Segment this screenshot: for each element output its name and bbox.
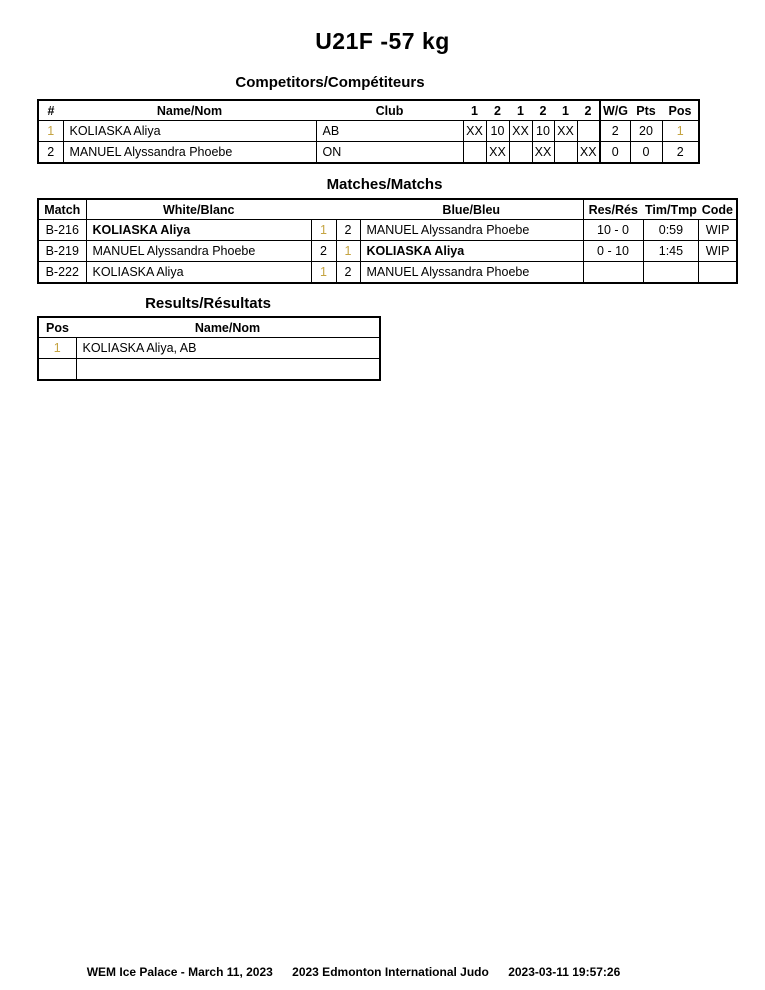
footer-timestamp: 2023-03-11 19:57:26 <box>508 965 621 979</box>
result-row <box>38 359 380 381</box>
match-time <box>643 262 699 284</box>
white-competitor-name: KOLIASKA Aliya <box>86 220 311 241</box>
match-code <box>699 262 737 284</box>
page-footer <box>0 965 765 979</box>
result-name <box>76 359 380 381</box>
match-result: 0 - 10 <box>583 241 643 262</box>
score-cell: 10 <box>532 121 554 142</box>
competitor-wins: 0 <box>600 142 630 164</box>
blue-competitor-num: 2 <box>336 220 360 241</box>
results-heading: Results/Résultats <box>145 295 271 312</box>
competitor-points: 0 <box>630 142 662 164</box>
competitors-table <box>37 99 700 164</box>
match-number: B-219 <box>38 241 86 262</box>
match-code: WIP <box>699 241 737 262</box>
result-position <box>38 359 76 381</box>
matches-header-row <box>38 199 737 220</box>
col-header-match: Match <box>38 199 86 220</box>
footer-venue-date: WEM Ice Palace - March 11, 2023 <box>86 965 273 979</box>
competitor-name: MANUEL Alyssandra Phoebe <box>63 142 316 164</box>
score-cell <box>509 142 532 164</box>
col-header-round-6: 2 <box>577 100 600 121</box>
blue-competitor-num: 2 <box>336 262 360 284</box>
col-header-name: Name/Nom <box>76 317 380 338</box>
col-header-blue-num <box>336 199 360 220</box>
match-number: B-222 <box>38 262 86 284</box>
col-header-number: # <box>38 100 63 121</box>
competitors-header-row <box>38 100 699 121</box>
competitor-name: KOLIASKA Aliya <box>63 121 316 142</box>
competitors-heading: Competitors/Compétiteurs <box>235 74 425 91</box>
col-header-name: Name/Nom <box>63 100 316 121</box>
result-name: KOLIASKA Aliya, AB <box>76 338 380 359</box>
col-header-result: Res/Rés <box>583 199 643 220</box>
result-position: 1 <box>38 338 76 359</box>
col-header-round-1: 1 <box>463 100 486 121</box>
col-header-white: White/Blanc <box>86 199 311 220</box>
match-time: 1:45 <box>643 241 699 262</box>
match-time: 0:59 <box>643 220 699 241</box>
col-header-round-3: 1 <box>509 100 532 121</box>
matches-heading: Matches/Matchs <box>326 176 443 193</box>
col-header-round-2: 2 <box>486 100 509 121</box>
competitor-position: 2 <box>662 142 699 164</box>
competitor-position: 1 <box>662 121 699 142</box>
competitor-row <box>38 121 699 142</box>
competitor-number: 2 <box>38 142 63 164</box>
competitor-club: AB <box>316 121 463 142</box>
col-header-blue: Blue/Bleu <box>360 199 583 220</box>
col-header-time: Tim/Tmp <box>643 199 699 220</box>
score-cell: XX <box>486 142 509 164</box>
results-header-row <box>38 317 380 338</box>
col-header-club: Club <box>316 100 463 121</box>
white-competitor-num: 1 <box>311 220 336 241</box>
col-header-code: Code <box>699 199 737 220</box>
score-cell: XX <box>509 121 532 142</box>
competitor-club: ON <box>316 142 463 164</box>
results-table <box>37 316 381 381</box>
score-cell: XX <box>532 142 554 164</box>
match-row <box>38 262 737 284</box>
competitor-wins: 2 <box>600 121 630 142</box>
col-header-round-4: 2 <box>532 100 554 121</box>
match-result <box>583 262 643 284</box>
match-result: 10 - 0 <box>583 220 643 241</box>
col-header-wins: W/G <box>600 100 630 121</box>
blue-competitor-name: MANUEL Alyssandra Phoebe <box>360 262 583 284</box>
score-cell <box>463 142 486 164</box>
white-competitor-num: 2 <box>311 241 336 262</box>
score-cell: XX <box>554 121 577 142</box>
col-header-white-num <box>311 199 336 220</box>
blue-competitor-name: MANUEL Alyssandra Phoebe <box>360 220 583 241</box>
score-cell: XX <box>577 142 600 164</box>
match-code: WIP <box>699 220 737 241</box>
competitor-row <box>38 142 699 164</box>
blue-competitor-name: KOLIASKA Aliya <box>360 241 583 262</box>
match-row <box>38 241 737 262</box>
competitor-number: 1 <box>38 121 63 142</box>
result-row <box>38 338 380 359</box>
match-row <box>38 220 737 241</box>
score-cell: XX <box>463 121 486 142</box>
score-cell <box>554 142 577 164</box>
match-number: B-216 <box>38 220 86 241</box>
score-cell <box>577 121 600 142</box>
white-competitor-name: KOLIASKA Aliya <box>86 262 311 284</box>
competitor-points: 20 <box>630 121 662 142</box>
col-header-position: Pos <box>662 100 699 121</box>
white-competitor-num: 1 <box>311 262 336 284</box>
footer-event-name: 2023 Edmonton International Judo <box>292 965 489 979</box>
col-header-round-5: 1 <box>554 100 577 121</box>
score-cell: 10 <box>486 121 509 142</box>
blue-competitor-num: 1 <box>336 241 360 262</box>
col-header-position: Pos <box>38 317 76 338</box>
matches-table <box>37 198 738 284</box>
white-competitor-name: MANUEL Alyssandra Phoebe <box>86 241 311 262</box>
page-title: U21F -57 kg <box>315 28 450 54</box>
col-header-points: Pts <box>630 100 662 121</box>
